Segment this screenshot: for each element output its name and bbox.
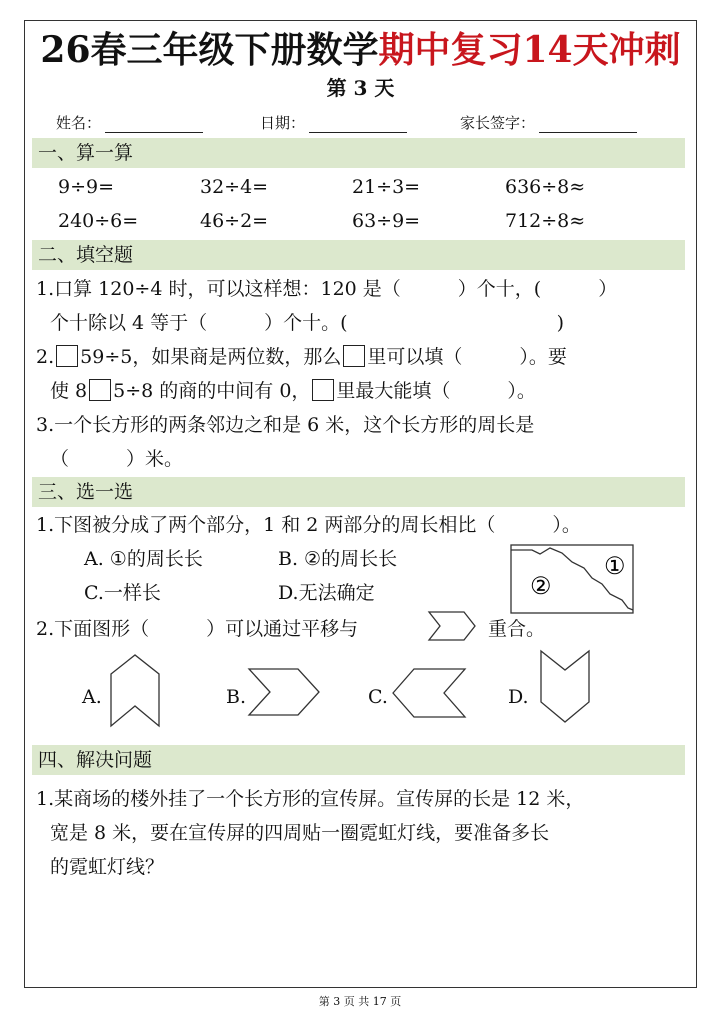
choice-q2-text-end: 重合。 xyxy=(488,618,546,640)
shape-option-a[interactable] xyxy=(110,654,160,728)
digit-box[interactable] xyxy=(89,379,111,401)
page-title xyxy=(24,22,697,73)
shape-option-label[interactable]: C. xyxy=(368,686,388,708)
calc-item: 21÷3= xyxy=(352,176,421,198)
shape-option-label[interactable]: B. xyxy=(226,686,247,708)
name-blank[interactable] xyxy=(105,116,203,133)
calc-item: 712÷8≈ xyxy=(505,210,586,232)
title-red: 期中复习14天冲刺 xyxy=(378,29,681,71)
choice-option[interactable]: C.一样长 xyxy=(84,582,161,604)
calc-item: 240÷6= xyxy=(58,210,139,232)
digit-box[interactable] xyxy=(343,345,365,367)
name-field[interactable] xyxy=(56,112,203,133)
figure-label-1: ① xyxy=(604,552,626,580)
date-blank[interactable] xyxy=(309,116,407,133)
solve-q1-line2: 宽是 8 米，要在宣传屏的四周贴一圈霓虹灯线，要准备多长 xyxy=(50,822,550,844)
section-heading-solve: 四、解决问题 xyxy=(32,745,685,775)
title-black: 26春三年级下册数学 xyxy=(40,29,379,71)
section-heading-calc: 一、算一算 xyxy=(32,138,685,168)
reference-chevron-shape xyxy=(428,611,476,641)
fill-q2-line2 xyxy=(50,378,536,404)
parent-sign-blank[interactable] xyxy=(539,116,637,133)
q2-text: 5÷8 的商的中间有 0， xyxy=(113,380,311,402)
fill-q2-line1 xyxy=(36,344,567,370)
fill-q3-line2: （ ）米。 xyxy=(50,448,184,470)
divided-rectangle-figure xyxy=(510,544,634,614)
calc-item: 63÷9= xyxy=(352,210,421,232)
calc-item: 636÷8≈ xyxy=(505,176,586,198)
choice-option[interactable]: A. ①的周长长 xyxy=(84,548,203,570)
fill-q1-line2: 个十除以 4 等于（ ）个十。( ) xyxy=(50,312,564,334)
name-label: 姓名： xyxy=(56,114,102,132)
choice-q2-text: 2.下面图形（ ）可以通过平移与 xyxy=(36,618,359,640)
shape-option-d[interactable] xyxy=(540,650,590,724)
calc-item: 9÷9= xyxy=(58,176,115,198)
section-heading-choice: 三、选一选 xyxy=(32,477,685,507)
parent-sign-label: 家长签字： xyxy=(460,114,536,132)
parent-sign-field[interactable] xyxy=(460,112,637,133)
shape-option-b[interactable] xyxy=(248,668,320,716)
digit-box[interactable] xyxy=(312,379,334,401)
q2-number: 2. xyxy=(36,346,55,368)
choice-option[interactable]: D.无法确定 xyxy=(278,582,375,604)
fill-q3-line1: 3.一个长方形的两条邻边之和是 6 米，这个长方形的周长是 xyxy=(36,414,535,436)
section-heading-fill: 二、填空题 xyxy=(32,240,685,270)
choice-q1: 1.下图被分成了两个部分，1 和 2 两部分的周长相比（ ）。 xyxy=(36,514,581,536)
day-label: 第 3 天 xyxy=(326,76,395,100)
date-field[interactable] xyxy=(260,112,407,133)
page-footer: 第 3 页 共 17 页 xyxy=(318,995,402,1008)
shape-option-label[interactable]: D. xyxy=(508,686,529,708)
fill-q1-line1: 1.口算 120÷4 时，可以这样想：120 是（ ）个十，( ） xyxy=(36,278,618,300)
digit-box[interactable] xyxy=(56,345,78,367)
calc-item: 32÷4= xyxy=(200,176,269,198)
solve-q1-line3: 的霓虹灯线？ xyxy=(50,856,165,878)
shape-option-c[interactable] xyxy=(392,668,466,718)
figure-label-2: ② xyxy=(530,572,552,600)
date-label: 日期： xyxy=(260,114,306,132)
q2-text: 里最大能填（ ）。 xyxy=(336,380,536,402)
choice-option[interactable]: B. ②的周长长 xyxy=(278,548,398,570)
shape-option-label[interactable]: A. xyxy=(82,686,102,708)
q2-text: 里可以填（ ）。要 xyxy=(367,346,567,368)
q2-text: 59÷5，如果商是两位数，那么 xyxy=(80,346,342,368)
calc-item: 46÷2= xyxy=(200,210,269,232)
q2-text: 使 8 xyxy=(50,380,88,402)
solve-q1-line1: 1.某商场的楼外挂了一个长方形的宣传屏。宣传屏的长是 12 米， xyxy=(36,788,585,810)
